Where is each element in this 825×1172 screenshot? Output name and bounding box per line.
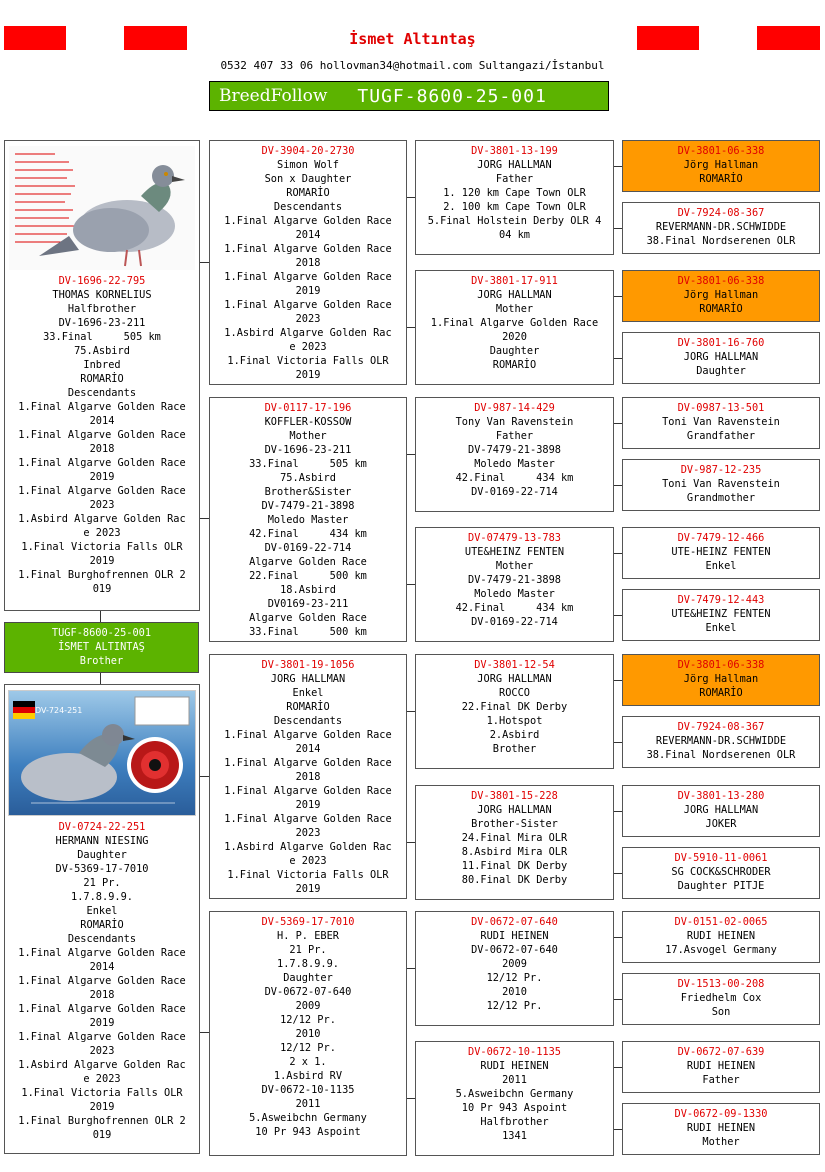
pedigree-line: 2019 <box>89 471 115 483</box>
pedigree-line: DV-5369-17-7010 <box>55 863 149 875</box>
pedigree-line: RUDI HEINEN <box>686 930 756 942</box>
pedigree-line: DV-7479-21-3898 <box>261 500 355 512</box>
pedigree-line: HERMANN NIESING <box>55 835 149 847</box>
pedigree-line: 42.Final 434 km <box>455 602 574 614</box>
pedigree-line: 1.Final Algarve Golden Race <box>18 975 186 987</box>
ancestor-gen2-box <box>209 397 407 642</box>
connector <box>614 166 622 167</box>
sire-box <box>4 140 200 611</box>
pedigree-line: 18.Asbird <box>280 584 336 596</box>
pedigree-line: ROMARİO <box>699 687 743 699</box>
pedigree-line: 1.Final Algarve Golden Race <box>430 317 599 329</box>
pedigree-line: 1.Final Algarve Golden Race <box>18 1003 186 1015</box>
pedigree-line: 12/12 Pr. <box>280 1014 336 1026</box>
pedigree-line: DV-1696-23-211 <box>58 317 146 329</box>
connector <box>100 611 101 622</box>
connector <box>100 673 101 684</box>
ancestor-gen3-ring: DV-987-14-429 <box>474 402 555 414</box>
pedigree-line: 2023 <box>89 499 115 511</box>
ancestor-gen4-ring: DV-3801-16-760 <box>677 337 765 349</box>
ancestor-gen4-ring: DV-7479-12-443 <box>677 594 765 606</box>
pedigree-line: 10 Pr 943 Aspoint <box>255 1126 361 1138</box>
pedigree-line: DV-7479-21-3898 <box>468 444 561 456</box>
pedigree-line: ROMARİO <box>699 303 743 315</box>
pedigree-line: Toni Van Ravenstein <box>662 478 780 490</box>
dam-box <box>4 684 200 1154</box>
pedigree-line: e 2023 <box>83 1073 121 1085</box>
pedigree-line: Moledo Master <box>474 588 555 600</box>
pedigree-line: 2.Asbird <box>489 729 540 741</box>
connector <box>407 842 415 843</box>
ancestor-gen4-ring: DV-987-12-235 <box>680 464 762 476</box>
connector <box>614 811 622 812</box>
pedigree-line: 2009 <box>502 958 527 970</box>
connector <box>614 358 622 359</box>
pedigree-line: 1.Asbird RV <box>273 1070 343 1082</box>
ancestor-gen4-box <box>622 397 820 449</box>
pedigree-line: Son <box>711 1006 731 1018</box>
ancestor-gen4-box <box>622 270 820 322</box>
pedigree-line: Daughter PITJE <box>677 880 765 892</box>
pedigree-line: 2018 <box>89 443 115 455</box>
pedigree-line: RUDI HEINEN <box>480 1060 549 1072</box>
sire-ring: DV-1696-22-795 <box>58 275 146 287</box>
ancestor-gen4-box <box>622 527 820 579</box>
pedigree-line: 1.Asbird Algarve Golden Rac <box>18 1059 186 1071</box>
brand-banner <box>209 81 609 111</box>
ancestor-gen4-ring: DV-0987-13-501 <box>677 402 765 414</box>
pedigree-line: 1.Final Algarve Golden Race <box>224 271 392 283</box>
pedigree-line: Brother-Sister <box>471 818 558 830</box>
owner-name: İsmet Altıntaş <box>349 30 476 48</box>
pedigree-line: 2019 <box>295 799 321 811</box>
pedigree-line: 2023 <box>295 313 321 325</box>
pedigree-line: 1.Final Burghofrennen OLR 2 <box>18 569 186 581</box>
subject-ring-header: TUGF-8600-25-001 <box>357 85 547 107</box>
ancestor-gen4-ring: DV-3801-13-280 <box>677 790 765 802</box>
dam-photo-caption: DV-724-251 <box>35 706 83 715</box>
pedigree-line: Enkel <box>705 560 737 572</box>
pedigree-line: Father <box>702 1074 740 1086</box>
pedigree-line: Enkel <box>86 905 118 917</box>
pedigree-line: Brother <box>492 743 537 755</box>
pedigree-line: 33.Final 505 km <box>43 331 161 343</box>
pedigree-line: Son x Daughter <box>264 173 352 185</box>
connector <box>614 680 622 681</box>
connector <box>407 327 415 328</box>
pedigree-line: KOFFLER-KOSSOW <box>264 416 352 428</box>
pedigree-line: Jörg Hallman <box>683 159 759 171</box>
pedigree-line: e 2023 <box>289 855 327 867</box>
pedigree-line: 33.Final 505 km <box>249 458 367 470</box>
ancestor-gen4-box <box>622 459 820 511</box>
pedigree-line: Halfbrother <box>480 1116 549 1128</box>
pedigree-line: 1.Final Algarve Golden Race <box>18 1031 186 1043</box>
pedigree-line: 1.Final Algarve Golden Race <box>224 813 392 825</box>
ancestor-gen3-box <box>415 527 614 642</box>
pedigree-line: 019 <box>92 1129 112 1141</box>
owner-contact: 0532 407 33 06 hollovman34@hotmail.com Sultangazi/İstanbul <box>220 59 605 72</box>
ancestor-gen4-box <box>622 847 820 899</box>
connector <box>407 711 415 712</box>
brand-name: BreedFollow <box>219 86 328 106</box>
pedigree-line: 1.Final Algarve Golden Race <box>224 215 392 227</box>
pedigree-line: Daughter <box>696 365 746 377</box>
pedigree-line: 22.Final DK Derby <box>461 701 568 713</box>
pedigree-line: Descendants <box>67 387 137 399</box>
pedigree-line: 04 km <box>499 229 530 241</box>
pigeon-icon <box>9 691 195 815</box>
pedigree-line: 5.Asweibchn Germany <box>455 1088 574 1100</box>
pedigree-line: RUDI HEINEN <box>686 1060 756 1072</box>
pedigree-line: JORG HALLMAN <box>477 289 552 301</box>
ancestor-gen4-ring: DV-0151-02-0065 <box>674 916 768 928</box>
pedigree-line: 1.Final Victoria Falls OLR <box>227 355 389 367</box>
pedigree-line: ROMARİO <box>492 359 537 371</box>
pedigree-line: 11.Final DK Derby <box>461 860 568 872</box>
ancestor-gen4-box <box>622 1041 820 1093</box>
ancestor-gen2-box <box>209 911 407 1156</box>
connector <box>614 742 622 743</box>
pedigree-line: 1341 <box>502 1130 527 1142</box>
pedigree-line: UTE&HEINZ FENTEN <box>671 608 771 620</box>
pedigree-line: Grandfather <box>686 430 756 442</box>
pedigree-line: Descendants <box>67 933 137 945</box>
pedigree-line: 2023 <box>89 1045 115 1057</box>
pedigree-line: Descendants <box>273 715 343 727</box>
pedigree-line: 2011 <box>502 1074 527 1086</box>
pedigree-line: DV-0672-07-640 <box>471 944 558 956</box>
pedigree-line: ROMARİO <box>80 919 124 931</box>
ancestor-gen2-ring: DV-3801-19-1056 <box>261 659 355 671</box>
pedigree-line: Father <box>495 430 534 442</box>
pedigree-line: Daughter <box>77 849 127 861</box>
pedigree-line: JOKER <box>705 818 737 830</box>
ancestor-gen3-box <box>415 911 614 1026</box>
pedigree-line: 10 Pr 943 Aspoint <box>461 1102 568 1114</box>
pedigree-line: UTE&HEINZ FENTEN <box>464 546 565 558</box>
pedigree-line: 12/12 Pr. <box>486 972 543 984</box>
pedigree-line: 22.Final 500 km <box>249 570 367 582</box>
pedigree-line: 2014 <box>295 743 321 755</box>
pedigree-line: 2019 <box>295 285 321 297</box>
ancestor-gen4-ring: DV-5910-11-0061 <box>674 852 768 864</box>
ancestor-gen3-box <box>415 140 614 255</box>
dam-details <box>7 834 197 1142</box>
pedigree-line: RUDI HEINEN <box>686 1122 756 1134</box>
pedigree-line: Mother <box>702 1136 740 1148</box>
pedigree-line: 1.Final Algarve Golden Race <box>224 243 392 255</box>
pedigree-line: 1.Asbird Algarve Golden Rac <box>224 327 392 339</box>
connector <box>407 968 415 969</box>
connector <box>614 1129 622 1130</box>
pedigree-line: DV-7479-21-3898 <box>468 574 561 586</box>
ancestor-gen4-ring: DV-3801-06-338 <box>677 659 765 671</box>
pedigree-line: 33.Final 500 km <box>249 626 367 638</box>
pedigree-line: 12/12 Pr. <box>486 1000 543 1012</box>
connector <box>614 423 622 424</box>
pedigree-line: 2018 <box>295 257 321 269</box>
pedigree-line: DV0169-23-211 <box>267 598 349 610</box>
pedigree-line: 2023 <box>295 827 321 839</box>
ancestor-gen4-ring: DV-0672-09-1330 <box>674 1108 768 1120</box>
pedigree-line: Friedhelm Cox <box>680 992 762 1004</box>
pedigree-line: 2018 <box>295 771 321 783</box>
pedigree-line: 1.Hotspot <box>486 715 543 727</box>
pedigree-line: 2019 <box>89 1101 115 1113</box>
ancestor-gen3-box <box>415 397 614 512</box>
pedigree-line: 2019 <box>295 883 321 895</box>
pedigree-line: Enkel <box>705 622 737 634</box>
pedigree-line: DV-0169-22-714 <box>471 486 558 498</box>
ancestor-gen4-box <box>622 973 820 1025</box>
pedigree-line: H. P. EBER <box>277 930 339 942</box>
pedigree-line: 2011 <box>295 1098 321 1110</box>
connector <box>614 615 622 616</box>
pigeon-icon <box>9 146 195 270</box>
pedigree-line: 019 <box>92 583 112 595</box>
ancestor-gen3-box <box>415 270 614 385</box>
pedigree-line: Toni Van Ravenstein <box>662 416 780 428</box>
ancestor-gen3-ring: DV-3801-17-911 <box>471 275 558 287</box>
pedigree-line: 12/12 Pr. <box>280 1042 336 1054</box>
pedigree-line: Tony Van Ravenstein <box>455 416 574 428</box>
ancestor-gen4-box <box>622 716 820 768</box>
subject-owner: İSMET ALTINTAŞ <box>58 641 145 653</box>
connector <box>614 1067 622 1068</box>
pedigree-line: ROMARİO <box>80 373 124 385</box>
pedigree-line: 1.Asbird Algarve Golden Rac <box>224 841 392 853</box>
ancestor-gen4-ring: DV-7924-08-367 <box>677 207 765 219</box>
pedigree-line: Inbred <box>83 359 121 371</box>
pedigree-line: Descendants <box>273 201 343 213</box>
pedigree-line: 8.Asbird Mira OLR <box>461 846 568 858</box>
pedigree-line: e 2023 <box>83 527 121 539</box>
pedigree-line: Daughter <box>489 345 540 357</box>
pedigree-line: Jörg Hallman <box>683 289 759 301</box>
pedigree-line: 75.Asbird <box>280 472 336 484</box>
sire-pigeon-photo <box>9 146 195 270</box>
ancestor-gen3-ring: DV-3801-13-199 <box>471 145 558 157</box>
pedigree-line: 2. 100 km Cape Town OLR <box>443 201 586 213</box>
ancestor-gen2-ring: DV-0117-17-196 <box>264 402 352 414</box>
pedigree-line: ROMARİO <box>699 173 743 185</box>
ancestor-gen3-box <box>415 1041 614 1156</box>
pedigree-line: 75.Asbird <box>74 345 130 357</box>
pedigree-line: DV-1696-23-211 <box>264 444 352 456</box>
pedigree-line: 80.Final DK Derby <box>461 874 568 886</box>
ancestor-gen4-ring: DV-7924-08-367 <box>677 721 765 733</box>
dam-pigeon-photo <box>8 690 196 816</box>
ancestor-gen4-ring: DV-7479-12-466 <box>677 532 765 544</box>
pedigree-line: 1.Final Victoria Falls OLR <box>227 869 389 881</box>
pedigree-line: 1.Final Algarve Golden Race <box>18 485 186 497</box>
ancestor-gen4-box <box>622 140 820 192</box>
ancestor-gen3-box <box>415 785 614 900</box>
pedigree-line: 2014 <box>89 415 115 427</box>
dam-ring: DV-0724-22-251 <box>58 821 146 833</box>
sire-details <box>7 288 197 596</box>
pedigree-line: UTE-HEINZ FENTEN <box>671 546 771 558</box>
pedigree-line: 1. 120 km Cape Town OLR <box>443 187 586 199</box>
pedigree-line: Mother <box>495 560 534 572</box>
pedigree-line: Halfbrother <box>67 303 137 315</box>
connector <box>614 296 622 297</box>
ancestor-gen4-ring: DV-0672-07-639 <box>677 1046 765 1058</box>
connector <box>407 454 415 455</box>
pedigree-line: Simon Wolf <box>277 159 339 171</box>
pedigree-line: 2010 <box>502 986 527 998</box>
pedigree-line: Enkel <box>292 687 324 699</box>
pedigree-line: JORG HALLMAN <box>683 804 759 816</box>
pedigree-line: DV-0672-07-640 <box>264 986 352 998</box>
ancestor-gen4-box <box>622 911 820 963</box>
pedigree-line: 2009 <box>295 1000 321 1012</box>
pedigree-line: 42.Final 434 km <box>249 528 367 540</box>
pedigree-line: Brother&Sister <box>264 486 352 498</box>
pedigree-line: 21 Pr. <box>83 877 121 889</box>
pedigree-line: 2019 <box>89 555 115 567</box>
pedigree-line: JORG HALLMAN <box>683 351 759 363</box>
pedigree-line: 1.7.8.9.9. <box>277 958 339 970</box>
pedigree-line: REVERMANN-DR.SCHWIDDE <box>655 221 787 233</box>
ancestor-gen3-ring: DV-0672-10-1135 <box>468 1046 561 1058</box>
pedigree-line: JORG HALLMAN <box>477 673 552 685</box>
pedigree-line: 2018 <box>89 989 115 1001</box>
subject-ring: TUGF-8600-25-001 <box>51 627 152 639</box>
ancestor-gen4-box <box>622 589 820 641</box>
pedigree-line: THOMAS KORNELIUS <box>52 289 152 301</box>
ancestor-gen3-ring: DV-0672-07-640 <box>471 916 558 928</box>
ancestor-gen4-box <box>622 332 820 384</box>
pedigree-line: 42.Final 434 km <box>455 472 574 484</box>
pedigree-line: ROMARİO <box>286 701 330 713</box>
ancestor-gen2-box <box>209 140 407 385</box>
pedigree-line: Mother <box>495 303 534 315</box>
pedigree-line: 1.Final Algarve Golden Race <box>224 757 392 769</box>
subject-box <box>4 622 199 673</box>
ancestor-gen4-ring: DV-3801-06-338 <box>677 275 765 287</box>
pedigree-line: 38.Final Nordserenen OLR <box>646 235 796 247</box>
ancestor-gen3-ring: DV-07479-13-783 <box>468 532 561 544</box>
pedigree-line: 5.Asweibchn Germany <box>249 1112 367 1124</box>
pedigree-line: JORG HALLMAN <box>270 673 346 685</box>
pedigree-line: JORG HALLMAN <box>477 159 552 171</box>
connector <box>614 553 622 554</box>
connector <box>407 584 415 585</box>
pedigree-line: e 2023 <box>289 341 327 353</box>
ancestor-gen4-box <box>622 785 820 837</box>
ancestor-gen2-box <box>209 654 407 899</box>
pedigree-line: 5.Final Holstein Derby OLR 4 <box>427 215 602 227</box>
pedigree-line: 1.Final Algarve Golden Race <box>18 457 186 469</box>
ancestor-gen4-box <box>622 654 820 706</box>
pedigree-line: 2 x 1. <box>289 1056 327 1068</box>
pedigree-line: Algarve Golden Race <box>249 556 367 568</box>
pedigree-line: 1.Final Victoria Falls OLR <box>21 1087 183 1099</box>
pedigree-line: ROCCO <box>499 687 530 699</box>
ancestor-gen4-box <box>622 202 820 254</box>
pedigree-line: JORG HALLMAN <box>477 804 552 816</box>
pedigree-line: 2014 <box>89 961 115 973</box>
ancestor-gen3-box <box>415 654 614 769</box>
pedigree-line: Moledo Master <box>474 458 555 470</box>
connector <box>614 228 622 229</box>
pedigree-line: REVERMANN-DR.SCHWIDDE <box>655 735 787 747</box>
pedigree-line: DV-0169-22-714 <box>471 616 558 628</box>
connector <box>407 197 415 198</box>
ancestor-gen2-ring: DV-5369-17-7010 <box>261 916 355 928</box>
pedigree-line: RUDI HEINEN <box>480 930 549 942</box>
pedigree-line: 1.Final Algarve Golden Race <box>18 401 186 413</box>
pedigree-line: 21 Pr. <box>289 944 327 956</box>
pedigree-line: 2019 <box>295 369 321 381</box>
pedigree-line: 1.Final Algarve Golden Race <box>18 947 186 959</box>
pedigree-line: 1.Final Algarve Golden Race <box>224 729 392 741</box>
ancestor-gen4-box <box>622 1103 820 1155</box>
ancestor-gen3-ring: DV-3801-15-228 <box>471 790 558 802</box>
pedigree-line: Mother <box>289 430 327 442</box>
pedigree-line: 1.Asbird Algarve Golden Rac <box>18 513 186 525</box>
pedigree-line: 1.Final Algarve Golden Race <box>224 299 392 311</box>
subject-relation: Brother <box>79 655 124 667</box>
pedigree-line: 38.Final Nordserenen OLR <box>646 749 796 761</box>
pedigree-line: Algarve Golden Race <box>249 612 367 624</box>
connector <box>614 873 622 874</box>
connector <box>614 485 622 486</box>
pedigree-line: Grandmother <box>686 492 756 504</box>
pedigree-line: ROMARİO <box>286 187 330 199</box>
ancestor-gen3-ring: DV-3801-12-54 <box>474 659 555 671</box>
pedigree-line: 1.Final Algarve Golden Race <box>18 429 186 441</box>
pedigree-line: Father <box>495 173 534 185</box>
connector <box>614 937 622 938</box>
pedigree-line: Daughter <box>283 972 333 984</box>
pedigree-line: 1.Final Algarve Golden Race <box>224 785 392 797</box>
pedigree-line: DV-0672-10-1135 <box>261 1084 355 1096</box>
pedigree-line: 2014 <box>295 229 321 241</box>
pedigree-line: DV-0169-22-714 <box>264 542 352 554</box>
connector <box>614 999 622 1000</box>
pedigree-line: Moledo Master <box>267 514 349 526</box>
connector <box>407 1098 415 1099</box>
pedigree-line: 24.Final Mira OLR <box>461 832 568 844</box>
pedigree-line: 17.Asvogel Germany <box>665 944 777 956</box>
pedigree-line: 2010 <box>295 1028 321 1040</box>
pedigree-line: 1.Final Burghofrennen OLR 2 <box>18 1115 186 1127</box>
pedigree-line: 1.Final Victoria Falls OLR <box>21 541 183 553</box>
pedigree-line: SG COCK&SCHRODER <box>671 866 771 878</box>
pedigree-line: 1.7.8.9.9. <box>71 891 133 903</box>
ancestor-gen2-ring: DV-3904-20-2730 <box>261 145 355 157</box>
pedigree-line: Jörg Hallman <box>683 673 759 685</box>
pedigree-line: 2019 <box>89 1017 115 1029</box>
ancestor-gen4-ring: DV-1513-00-208 <box>677 978 765 990</box>
ancestor-gen4-ring: DV-3801-06-338 <box>677 145 765 157</box>
pedigree-line: 2020 <box>502 331 527 343</box>
